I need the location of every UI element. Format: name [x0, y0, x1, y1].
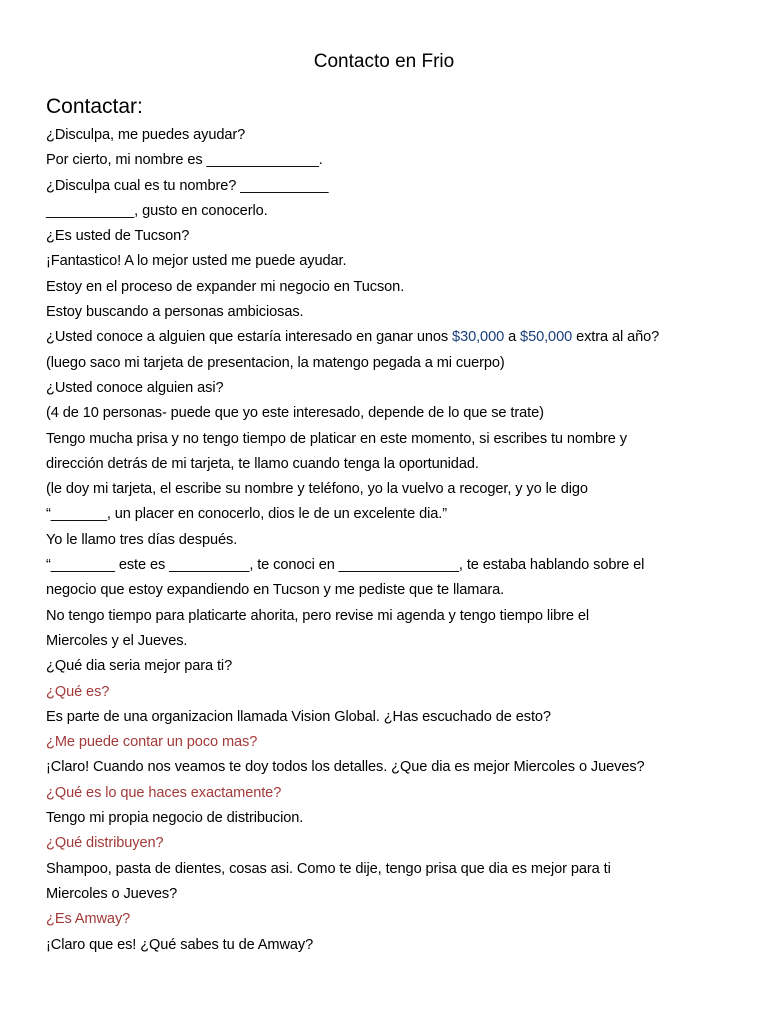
- section-heading: Contactar:: [46, 95, 143, 118]
- text-line: ¡Claro! Cuando nos veamos te doy todos los detalles. ¿Que dia es mejor Miercoles o Jueves?: [46, 759, 645, 776]
- text-line: ¿Disculpa, me puedes ayudar?: [46, 127, 246, 143]
- text-line: Yo le llamo tres días después.: [46, 531, 238, 548]
- script-lines: [46, 123, 746, 958]
- text-line: dirección detrás de mi tarjeta, te llamo cuando tenga la oportunidad.: [46, 455, 479, 472]
- text-line: Por cierto, mi nombre es ______________.: [46, 152, 323, 169]
- text-line: Shampoo, pasta de dientes, cosas asi. Como te dije, tengo prisa que dia es mejor para ti: [46, 860, 611, 877]
- document-title: Contacto en Frio: [313, 51, 455, 72]
- text-line: (4 de 10 personas- puede que yo este interesado, depende de lo que se trate): [46, 405, 544, 422]
- text-line: Es parte de una organizacion llamada Vision Global. ¿Has escuchado de esto?: [46, 708, 551, 725]
- text-line: Tengo mucha prisa y no tengo tiempo de platicar en este momento, si escribes tu nombre y: [46, 430, 627, 447]
- text-line: Estoy buscando a personas ambiciosas.: [46, 304, 304, 321]
- text-line: No tengo tiempo para platicarte ahorita, pero revise mi agenda y tengo tiempo libre el: [46, 607, 590, 624]
- text-line: ¿Qué dia seria mejor para ti?: [46, 658, 233, 675]
- text-line: Tengo mi propia negocio de distribucion.: [46, 810, 304, 827]
- text-line: ¡Claro que es! ¿Qué sabes tu de Amway?: [46, 936, 314, 953]
- text-line: negocio que estoy expandiendo en Tucson y me pediste que te llamara.: [46, 582, 505, 599]
- question-line: ¿Me puede contar un poco mas?: [46, 734, 258, 751]
- question-line: ¿Qué es?: [46, 683, 110, 700]
- dollar-amount: $50,000: [520, 329, 573, 346]
- text-line: ¡Fantastico! A lo mejor usted me puede ayudar.: [46, 253, 347, 270]
- text-line: Estoy en el proceso de expander mi negocio en Tucson.: [46, 278, 405, 295]
- text-line: ¿Usted conoce a alguien que estaría interesado en ganar unos $30,000 a $50,000 extra al año?: [46, 329, 660, 346]
- text-line: “________ este es __________, te conoci en _______________, te estaba hablando sobre el: [46, 557, 645, 574]
- text-line: (luego saco mi tarjeta de presentacion, la matengo pegada a mi cuerpo): [46, 354, 505, 371]
- text-line: (le doy mi tarjeta, el escribe su nombre y teléfono, yo la vuelvo a recoger, y yo le digo: [46, 481, 588, 498]
- question-line: ¿Es Amway?: [46, 911, 131, 928]
- text-line: ¿Usted conoce alguien asi?: [46, 379, 224, 396]
- text-line: Miercoles y el Jueves.: [46, 632, 188, 649]
- text-line: ¿Disculpa cual es tu nombre? ___________: [46, 177, 329, 194]
- text-line: ___________, gusto en conocerlo.: [46, 202, 268, 219]
- dollar-amount: $30,000: [452, 329, 505, 346]
- text-line: Miercoles o Jueves?: [46, 885, 178, 902]
- question-line: ¿Qué distribuyen?: [46, 835, 164, 852]
- text-line: “_______, un placer en conocerlo, dios le de un excelente dia.”: [46, 506, 447, 523]
- text-line: ¿Es usted de Tucson?: [46, 228, 190, 245]
- question-line: ¿Qué es lo que haces exactamente?: [46, 784, 282, 801]
